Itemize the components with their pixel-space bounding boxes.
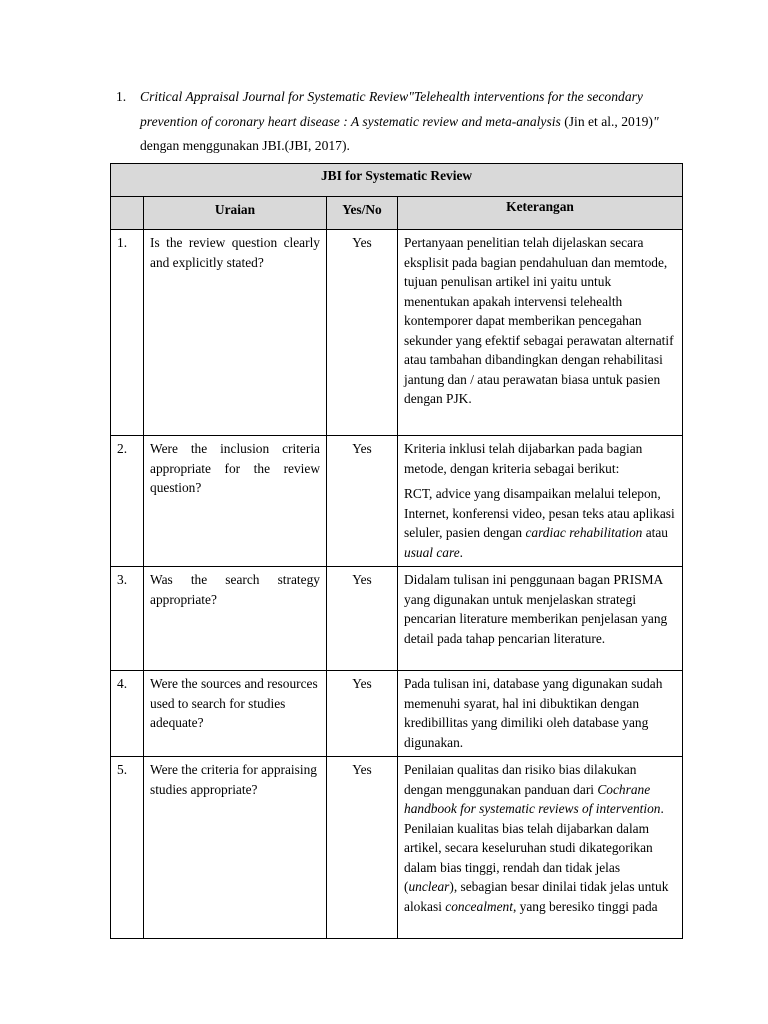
header-uraian: Uraian <box>144 197 327 230</box>
row-keterangan: Pertanyaan penelitian telah dijelaskan secara eksplisit pada bagian pendahuluan dan memtode, tujuan penulisan artikel ini yaitu untuk menentukan apakah intervensi telehealth kontemporer dapat memberikan pencegahan sekunder yang efektif sebagai perawatan alternatif atau tambahan dibandingkan dengan rehabilitasi jantung dan / atau perawatan biasa untuk pasien dengan PJK. <box>398 230 683 436</box>
row-keterangan <box>398 757 683 939</box>
intro-number: 1. <box>116 89 127 104</box>
row-question: Was the search strategy appropriate? <box>144 567 327 671</box>
table-row <box>111 757 683 939</box>
ket-italic: cardiac rehabilitation <box>525 525 643 540</box>
row-answer: Yes <box>327 671 398 757</box>
row-question: Were the inclusion criteria appropriate for the review question? <box>144 436 327 567</box>
row-question: Were the sources and resources used to search for studies adequate? <box>144 671 327 757</box>
ket-text: . Penilaian kualitas bias telah dijabarkan dalam artikel, secara keseluruhan studi dikategorikan dalam bias tinggi, rendah dan tidak jelas ( <box>404 801 664 894</box>
intro-paragraph <box>116 85 676 159</box>
ket-text: , yang beresiko tinggi pada <box>512 898 658 914</box>
row-keterangan: Pada tulisan ini, database yang digunakan sudah memenuhi syarat, hal ini dibuktikan dengan kredibillitas yang dimiliki oleh database yang digunakan. <box>398 671 683 757</box>
intro-closing-quote: " <box>652 113 659 129</box>
table-row <box>111 567 683 671</box>
row-number: 5. <box>111 757 144 939</box>
row-question: Is the review question clearly and explicitly stated? <box>144 230 327 436</box>
row-number: 3. <box>111 567 144 671</box>
intro-suffix: dengan menggunakan JBI.(JBI, 2017). <box>140 138 350 153</box>
header-no <box>111 197 144 230</box>
intro-text <box>116 85 676 159</box>
row-number: 2. <box>111 436 144 567</box>
row-answer: Yes <box>327 567 398 671</box>
ket-text: Penilaian qualitas dan risiko bias dilakukan dengan menggunakan panduan dari <box>404 762 637 797</box>
keterangan-line-1: Kriteria inklusi telah dijabarkan pada bagian metode, dengan kriteria sebagai berikut: <box>404 441 643 476</box>
keterangan-line-2 <box>404 484 676 562</box>
header-keterangan: Keterangan <box>398 197 683 230</box>
ket-text: RCT, advice yang disampaikan melalui telepon, Internet, konferensi video, pesan teks atau aplikasi seluler, pasien dengan <box>404 486 675 540</box>
intro-citation: (Jin et al., 2019) <box>560 113 653 129</box>
table-title-row <box>111 164 683 197</box>
row-answer: Yes <box>327 230 398 436</box>
ket-italic: unclear <box>408 879 450 894</box>
table-header-row <box>111 197 683 230</box>
table-row <box>111 671 683 757</box>
header-yesno: Yes/No <box>327 197 398 230</box>
ket-italic: Cochrane handbook for systematic reviews of intervention <box>404 781 661 816</box>
row-answer: Yes <box>327 757 398 939</box>
table-row <box>111 436 683 567</box>
row-number: 4. <box>111 671 144 757</box>
table-title: JBI for Systematic Review <box>111 164 683 197</box>
row-keterangan <box>398 436 683 567</box>
jbi-table <box>110 163 683 939</box>
row-answer: Yes <box>327 436 398 567</box>
intro-title: Critical Appraisal Journal for Systematic Review"Telehealth interventions for the secondary prevention of coronary heart disease : A systematic review and meta-analysis <box>140 89 643 129</box>
ket-text: . <box>459 544 464 560</box>
row-number: 1. <box>111 230 144 436</box>
row-question: Were the criteria for appraising studies appropriate? <box>144 757 327 939</box>
ket-italic: concealment <box>445 898 513 914</box>
ket-text: ), sebagian besar dinilai tidak jelas untuk alokasi <box>404 879 669 914</box>
table-row <box>111 230 683 436</box>
ket-italic: usual care <box>404 544 460 560</box>
row-keterangan: Didalam tulisan ini penggunaan bagan PRISMA yang digunakan untuk menjelaskan strategi pencarian literature memberikan penjelasan yang detail pada tahap pencarian literature. <box>398 567 683 671</box>
ket-text: atau <box>642 525 668 540</box>
